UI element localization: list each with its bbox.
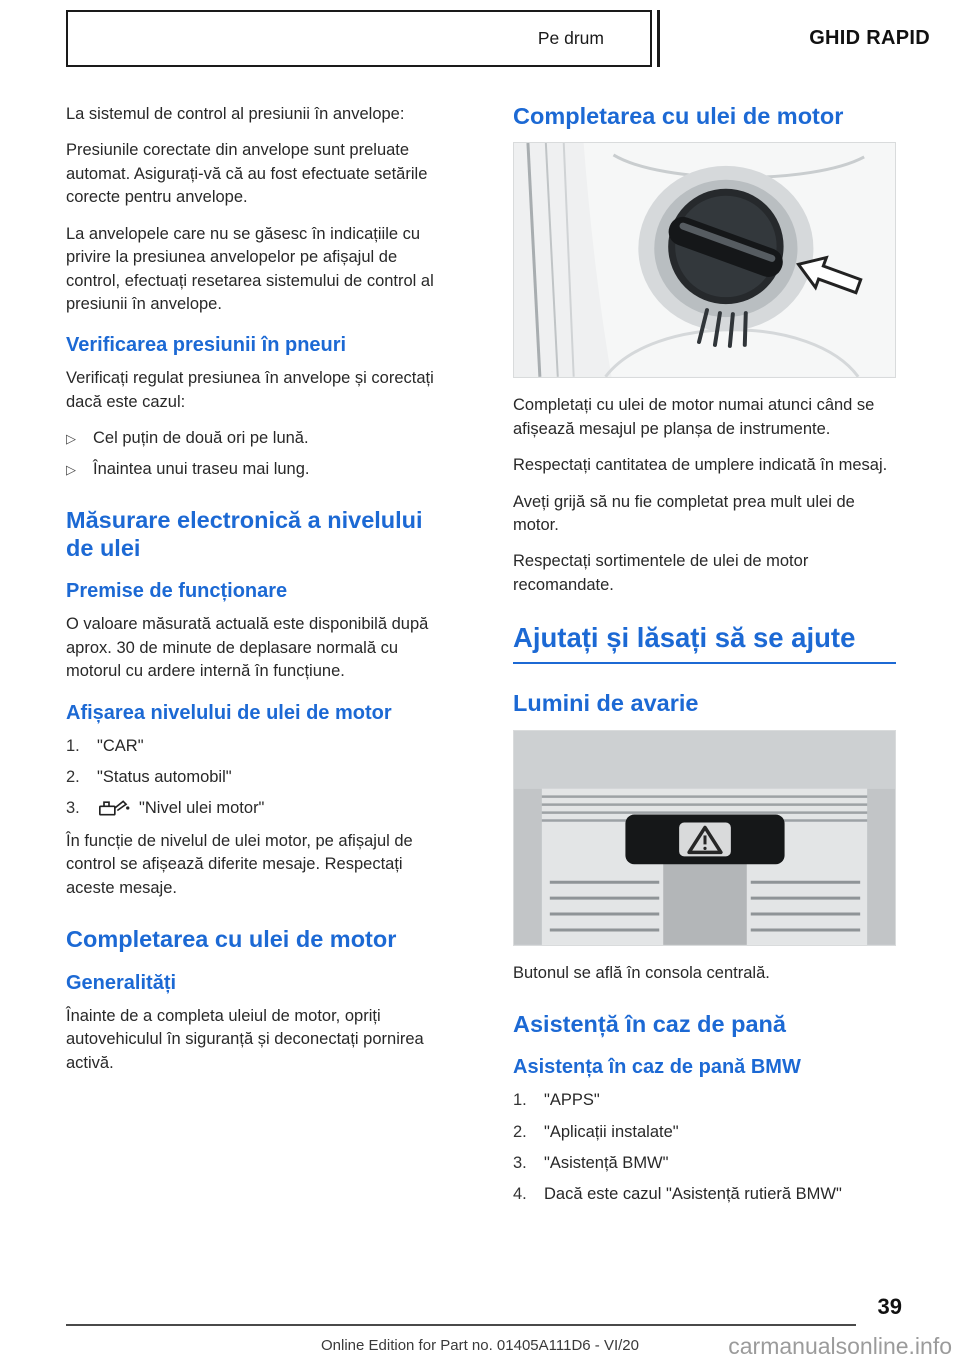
section-heading-oil-refill-continued: Completarea cu ulei de motor <box>513 103 844 129</box>
paragraph: În funcție de nivelul de ulei motor, pe afișajul de control se afișează diferite mesaje. Respectați aceste mesaje. <box>66 831 413 897</box>
edition-note: Online Edition for Part no. 01405A111D6 - VI/20 <box>321 1337 639 1354</box>
watermark: carmanualsonline.info <box>728 1333 952 1359</box>
chapter-title-help: Ajutați și lăsați să se ajute <box>513 621 896 664</box>
section-heading-tyre-pressure: Verificarea presiunii în pneuri <box>66 334 347 357</box>
paragraph: Verificați regulat presiunea în anvelope și corectați dacă este cazul: <box>66 369 434 411</box>
step-item <box>513 1089 896 1112</box>
paragraph: La anvelopele care nu se găsesc în indicațiile cu privire la presiunea anvelopelor pe afișajul de control, efectuați resetarea sistemului de control al presiunii în anvelope. <box>66 224 434 313</box>
triangle-bullet-icon: ▷ <box>66 431 76 447</box>
paragraph: O valoare măsurată actuală este disponibilă după aprox. 30 de minute de deplasare normală cu motorul cu ardere internă în funcțiune. <box>66 615 429 681</box>
step-number: 4. <box>513 1184 527 1203</box>
step-label: "APPS" <box>544 1091 600 1110</box>
subsection-heading-general: Generalități <box>66 971 177 994</box>
step-item <box>513 1121 896 1144</box>
paragraph: Respectați cantitatea de umplere indicată în mesaj. <box>513 456 888 475</box>
page-number: 39 <box>877 1294 902 1319</box>
triangle-bullet-icon: ▷ <box>66 462 76 478</box>
breadcrumb: Pe drum <box>537 28 604 48</box>
right-column <box>513 103 896 1216</box>
step-label: Dacă este cazul "Asistență rutieră BMW" <box>544 1184 842 1203</box>
footer-rule <box>66 1324 856 1326</box>
paragraph: Aveți grijă să nu fie completat prea mult ulei de motor. <box>513 492 855 534</box>
step-number: 3. <box>513 1153 527 1172</box>
doc-title: GHID RAPID <box>809 27 930 49</box>
step-label: "Aplicații instalate" <box>544 1122 679 1141</box>
hazard-warning-button-photo <box>513 730 896 946</box>
step-label: "Nivel ulei motor" <box>139 798 265 817</box>
step-number: 2. <box>66 767 80 786</box>
step-item <box>513 1183 896 1206</box>
numbered-steps <box>513 1089 896 1205</box>
list-item-text: Cel puțin de două ori pe lună. <box>93 429 309 448</box>
list-item <box>66 458 449 481</box>
list-item-text: Înaintea unui traseu mai lung. <box>93 460 310 479</box>
page-header <box>66 10 930 67</box>
step-label: "Asistență BMW" <box>544 1153 669 1172</box>
content-area <box>66 103 896 1216</box>
subsection-heading-oil-display: Afișarea nivelului de ulei de motor <box>66 701 392 724</box>
bullet-list <box>66 427 449 481</box>
step-number: 3. <box>66 798 80 817</box>
step-item <box>66 797 449 820</box>
oil-can-icon <box>97 798 131 818</box>
figure-caption: Butonul se află în consola centrală. <box>513 963 770 982</box>
oil-filler-cap-image <box>514 143 895 377</box>
hazard-button-image <box>514 731 895 945</box>
step-number: 1. <box>66 736 80 755</box>
list-item <box>66 427 449 450</box>
step-number: 2. <box>513 1122 527 1141</box>
section-heading-hazard-lights: Lumini de avarie <box>513 690 699 717</box>
section-heading-oil-refill: Completarea cu ulei de motor <box>66 926 397 953</box>
paragraph: Presiunile corectate din anvelope sunt preluate automat. Asigurați-vă că au fost efectuate setările corecte pentru anvelope. <box>66 141 428 207</box>
section-heading-oil-measurement: Măsurare electronică a nivelului de ulei <box>66 507 423 561</box>
oil-filler-cap-photo <box>513 142 896 378</box>
subsection-heading-breakdown-bmw: Asistența în caz de pană BMW <box>513 1056 801 1079</box>
step-number: 1. <box>513 1091 527 1110</box>
step-item <box>66 766 449 789</box>
paragraph: Respectați sortimentele de ulei de motor recomandate. <box>513 552 809 594</box>
section-heading-breakdown: Asistență în caz de pană <box>513 1010 786 1037</box>
numbered-steps <box>66 735 449 820</box>
paragraph: Înainte de a completa uleiul de motor, opriți autovehiculul în siguranță și deconectați pornirea activă. <box>66 1006 424 1072</box>
step-label: "CAR" <box>97 736 144 755</box>
subsection-heading-premise: Premise de funcționare <box>66 580 288 603</box>
step-item <box>513 1152 896 1175</box>
paragraph: Completați cu ulei de motor numai atunci când se afișează mesajul pe planșa de instrumente. <box>513 396 875 438</box>
step-item <box>66 735 449 758</box>
left-column <box>66 103 449 1216</box>
step-label: "Status automobil" <box>97 767 232 786</box>
breadcrumb-box <box>66 10 652 67</box>
paragraph: La sistemul de control al presiunii în anvelope: <box>66 105 405 123</box>
